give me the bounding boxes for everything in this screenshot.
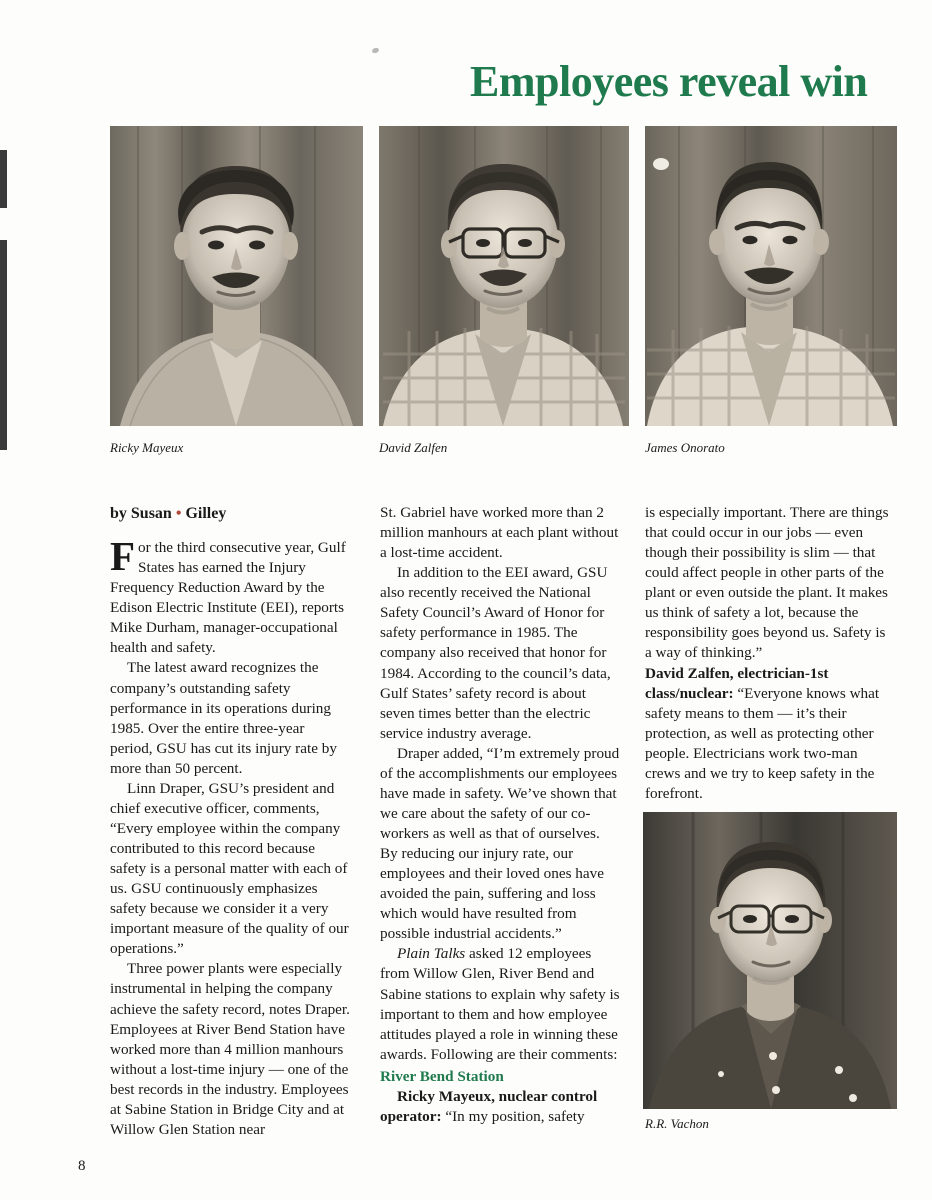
section-subhead-river-bend: River Bend Station	[380, 1067, 504, 1085]
portrait-image-2	[379, 126, 629, 426]
column2-paragraph-4: Plain Talks asked 12 employees from Willow Glen, River Bend and Sabine stations to explain why safety is important to them and how employee attitudes played a role in winning these awards. Following are their comments:	[380, 945, 620, 1063]
article-column-1	[110, 503, 350, 1140]
page-title: Employees reveal win	[470, 57, 868, 106]
column1-paragraph-2: The latest award recognizes the company’s outstanding safety performance in its operations during 1985. Over the entire three-year period, GSU has cut its injury rate by more than 50 percent.	[110, 659, 337, 777]
portrait-image-3	[645, 126, 897, 426]
speaker-name-ricky-mayeux: Ricky Mayeux, nuclear control operator:	[380, 1087, 598, 1125]
page-number: 8	[78, 1158, 86, 1174]
column2-paragraph-2: In addition to the EEI award, GSU also recently received the National Safety Council’s Award of Honor for safety performance in 1985. The company also received that honor for 1984. According to the council’s data, Gulf States’ safety record is about seven times better than the electric service industry average.	[380, 564, 611, 742]
photo-ricky-mayeux	[110, 126, 363, 426]
photo-caption-3: James Onorato	[645, 440, 725, 455]
photo-caption-2: David Zalfen	[379, 440, 448, 455]
photo-rr-vachon	[643, 812, 897, 1109]
publication-name: Plain Talks	[397, 945, 466, 963]
column2-paragraph-1: St. Gabriel have worked more than 2 million manhours at each plant without a lost-time accident.	[380, 504, 619, 562]
photo-caption-1: Ricky Mayeux	[110, 440, 184, 455]
column3-paragraph-1: is especially important. There are things that could occur in our jobs — even though their possibility is slim — that could affect people in other parts of the plant or even outside the plant. It makes us think of safety a lot, because the responsibility goes beyond us. Safety is a way of thinking.”	[645, 504, 889, 662]
column3-paragraph-2: David Zalfen, electrician-1st class/nuclear: “Everyone knows what safety means to them — it’s their protection, as well as protecting other people. Electricians work two-man crews and we try to keep safety in the forefront.	[645, 664, 880, 802]
portrait-image-4	[643, 812, 897, 1109]
portrait-image-1	[110, 126, 363, 426]
article-column-2	[380, 503, 620, 1127]
photo-david-zalfen	[379, 126, 629, 426]
column1-paragraph-3: Linn Draper, GSU’s president and chief executive officer, comments, “Every employee within the company contributed to this record because safety is a personal matter with each of us. GSU continuously emphasizes safety because we consider it a very important measure of the quality of our operations.”	[110, 779, 349, 958]
article-column-3	[645, 503, 893, 804]
column2-paragraph-3: Draper added, “I’m extremely proud of the accomplishments our employees have made in safety. We’ve shown that we care about the safety of our co-workers as well as that of ourselves. By reducing our injury rate, our employees and their loved ones have avoided the pain, suffering and loss which would have resulted from possible industrial accidents.”	[380, 744, 620, 943]
column1-paragraph-1: For the third consecutive year, Gulf States has earned the Injury Frequency Reduction Award by the Edison Electric Institute (EEI), reports Mike Durham, manager-occupational health and safety.	[110, 533, 346, 657]
paper-speck	[371, 47, 379, 54]
drop-cap: F	[110, 533, 136, 580]
byline: by Susan • Gilley	[110, 505, 227, 522]
left-bleed-mark-bottom	[0, 240, 7, 450]
speaker-name-david-zalfen: David Zalfen, electrician-1st class/nuclear:	[645, 664, 829, 702]
photo-james-onorato	[645, 126, 897, 426]
photo-caption-4: R.R. Vachon	[645, 1116, 709, 1131]
left-bleed-mark-top	[0, 150, 7, 208]
column1-paragraph-4: Three power plants were especially instrumental in helping the company achieve the safety record, notes Draper. Employees at River Bend Station have worked more than 4 million manhours without a lost-time injury — one of the best records in the industry. Employees at Sabine Station in Bridge City and at Willow Glen Station near	[110, 960, 350, 1138]
column2-paragraph-5: Ricky Mayeux, nuclear control operator: “In my position, safety	[380, 1087, 598, 1125]
